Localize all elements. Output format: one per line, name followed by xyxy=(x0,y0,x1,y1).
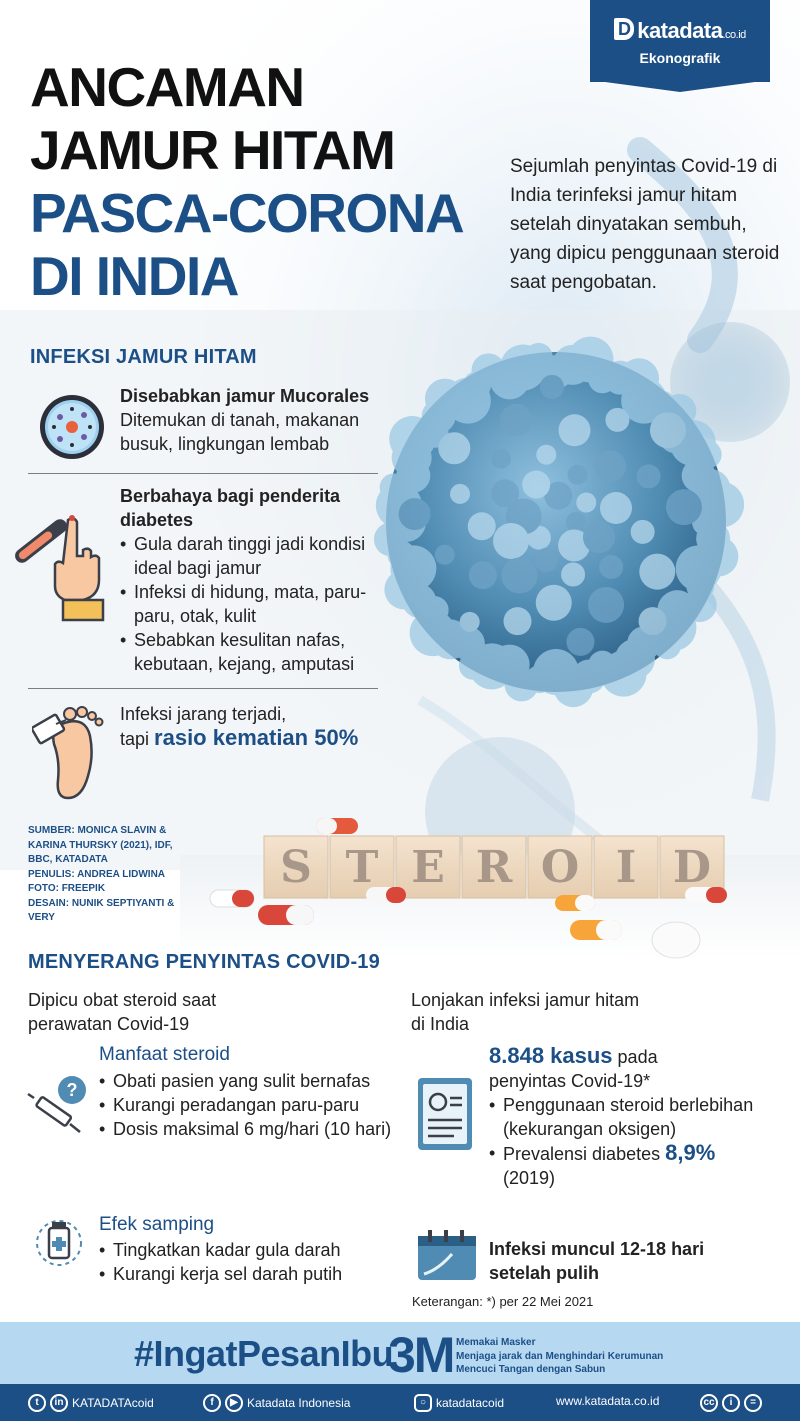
steroid-letter: S xyxy=(280,842,312,893)
kasus-info xyxy=(489,1044,759,1190)
divider-2 xyxy=(28,688,378,689)
title-line-4: DI INDIA xyxy=(30,245,238,307)
section-heading-infeksi: INFEKSI JAMUR HITAM xyxy=(30,346,257,368)
info-diabetes-list xyxy=(120,532,390,676)
footer-facebook-youtube[interactable] xyxy=(203,1394,350,1412)
katadata-d-icon: D xyxy=(614,18,634,40)
svg-text:?: ? xyxy=(66,1080,78,1100)
info-diabetes-title: Berbahaya bagi penderita diabetes xyxy=(120,486,341,530)
list-item: • Dosis maksimal 6 mg/hari (10 hari) xyxy=(99,1117,399,1141)
list-item: • Infeksi di hidung, mata, paru-paru, otak, kulit xyxy=(120,580,390,628)
katadata-logo[interactable] xyxy=(590,0,770,82)
kasus-text1: pada xyxy=(612,1047,658,1067)
info-mucorales xyxy=(120,384,390,456)
instagram-handle: katadatacoid xyxy=(436,1396,505,1410)
campaign-message: Mencuci Tangan dengan Sabun xyxy=(456,1364,606,1375)
list-item: • Kurangi peradangan paru-paru xyxy=(99,1093,399,1117)
info-mucorales-title: Disebabkan jamur Mucorales xyxy=(120,386,370,406)
list-item: • Tingkatkan kadar gula darah xyxy=(99,1238,399,1262)
credit-writer: PENULIS: ANDREA LIDWINA xyxy=(28,868,166,880)
kasus-list xyxy=(489,1093,759,1190)
foot-tag-icon xyxy=(32,700,112,802)
steroid-letter: T xyxy=(345,842,379,893)
credits xyxy=(28,824,178,926)
muncul-info: Infeksi muncul 12-18 hari setelah pulih xyxy=(489,1239,705,1283)
intro-paragraph: Sejumlah penyintas Covid-19 di India terinfeksi jamur hitam setelah dinyatakan sembuh, yang dipicu penggunaan steroid saat pengobatan. xyxy=(510,156,780,293)
twitter-handle: KATADATAcoid xyxy=(72,1396,154,1410)
syringe-question-icon xyxy=(26,1074,92,1140)
divider-1 xyxy=(28,473,378,474)
twitter-icon[interactable]: t xyxy=(28,1394,46,1412)
medicine-bottle-icon xyxy=(26,1210,92,1276)
right-column-heading: Lonjakan infeksi jamur hitam di India xyxy=(411,990,640,1034)
facebook-handle: Katadata Indonesia xyxy=(247,1396,351,1410)
medical-report-icon xyxy=(414,1072,478,1154)
instagram-icon[interactable]: ○ xyxy=(414,1394,432,1412)
kasus-count: 8.848 kasus xyxy=(489,1043,613,1068)
credit-photo: FOTO: FREEPIK xyxy=(28,883,106,894)
campaign-hashtag[interactable]: #IngatPesanIbu xyxy=(134,1333,394,1374)
steroid-letter: D xyxy=(672,842,712,893)
license-icons xyxy=(700,1394,762,1412)
petri-dish-icon xyxy=(38,393,106,461)
steroid-letter: I xyxy=(615,842,637,893)
campaign-3m: 3M xyxy=(388,1327,454,1383)
list-item: • Sebabkan kesulitan nafas, kebutaan, kejang, amputasi xyxy=(120,628,390,676)
diabetes-prevalence-value: 8,9% xyxy=(665,1140,716,1165)
title-line-1: ANCAMAN xyxy=(30,56,304,118)
info-mortality-pre: tapi xyxy=(120,729,155,749)
manfaat-list xyxy=(99,1069,399,1141)
footer-instagram[interactable] xyxy=(414,1394,504,1412)
info-mucorales-text: Ditemukan di tanah, makanan busuk, lingkungan lembab xyxy=(120,410,360,454)
youtube-icon[interactable]: ▶ xyxy=(225,1394,243,1412)
campaign-messages xyxy=(456,1336,663,1377)
manfaat-list-wrap xyxy=(99,1069,399,1141)
section-heading-menyerang: MENYERANG PENYINTAS COVID-19 xyxy=(28,951,380,973)
linkedin-icon[interactable]: in xyxy=(50,1394,68,1412)
mortality-rate-highlight: rasio kematian 50% xyxy=(154,725,359,750)
cc-icon: cc xyxy=(700,1394,718,1412)
campaign-message: Menjaga jarak dan Menghindari Kerumunan xyxy=(456,1350,664,1362)
list-item: • Penggunaan steroid berlebihan (kekurangan oksigen) xyxy=(489,1093,759,1141)
facebook-icon[interactable]: f xyxy=(203,1394,221,1412)
efek-list xyxy=(99,1238,399,1286)
list-item: • Kurangi kerja sel darah putih xyxy=(99,1262,399,1286)
steroid-letter: R xyxy=(475,842,513,893)
info-diabetes xyxy=(120,484,390,676)
list-item: • Gula darah tinggi jadi kondisi ideal bagi jamur xyxy=(120,532,390,580)
info-mortality xyxy=(120,702,410,751)
page-title xyxy=(30,56,463,308)
website-link[interactable]: www.katadata.co.id xyxy=(556,1394,660,1408)
no-derivatives-icon: = xyxy=(744,1394,762,1412)
footer-website[interactable] xyxy=(556,1394,659,1408)
footnote: Keterangan: *) per 22 Mei 2021 xyxy=(412,1294,594,1309)
credit-design: DESAIN: NUNIK SEPTIYANTI & VERY xyxy=(28,897,175,923)
brand-wordmark: D katadata.co.id xyxy=(590,0,770,44)
blood-test-finger-icon xyxy=(8,512,108,624)
title-line-3: PASCA-CORONA xyxy=(30,182,464,244)
brand-subtitle: Ekonografik xyxy=(639,50,721,66)
credit-source: SUMBER: MONICA SLAVIN & KARINA THURSKY (2021), IDF, BBC, KATADATA xyxy=(28,825,173,865)
left-column-heading: Dipicu obat steroid saat perawatan Covid-19 xyxy=(28,990,217,1034)
campaign-message: Memakai Masker xyxy=(456,1337,536,1348)
info-mortality-line1: Infeksi jarang terjadi, xyxy=(120,704,287,724)
attribution-icon: i xyxy=(722,1394,740,1412)
footer-twitter-linkedin[interactable] xyxy=(28,1394,154,1412)
efek-heading: Efek samping xyxy=(99,1214,215,1235)
list-item: • Obati pasien yang sulit bernafas xyxy=(99,1069,399,1093)
manfaat-heading: Manfaat steroid xyxy=(99,1044,230,1065)
steroid-letter: O xyxy=(540,842,580,893)
calendar-icon xyxy=(414,1228,480,1284)
footer xyxy=(0,1384,800,1421)
title-line-2: JAMUR HITAM xyxy=(30,119,395,181)
steroid-letter: E xyxy=(411,842,445,893)
list-item: • Prevalensi diabetes 8,9% (2019) xyxy=(489,1141,759,1190)
kasus-text2: penyintas Covid-19* xyxy=(489,1071,651,1091)
efek-list-wrap xyxy=(99,1238,399,1286)
